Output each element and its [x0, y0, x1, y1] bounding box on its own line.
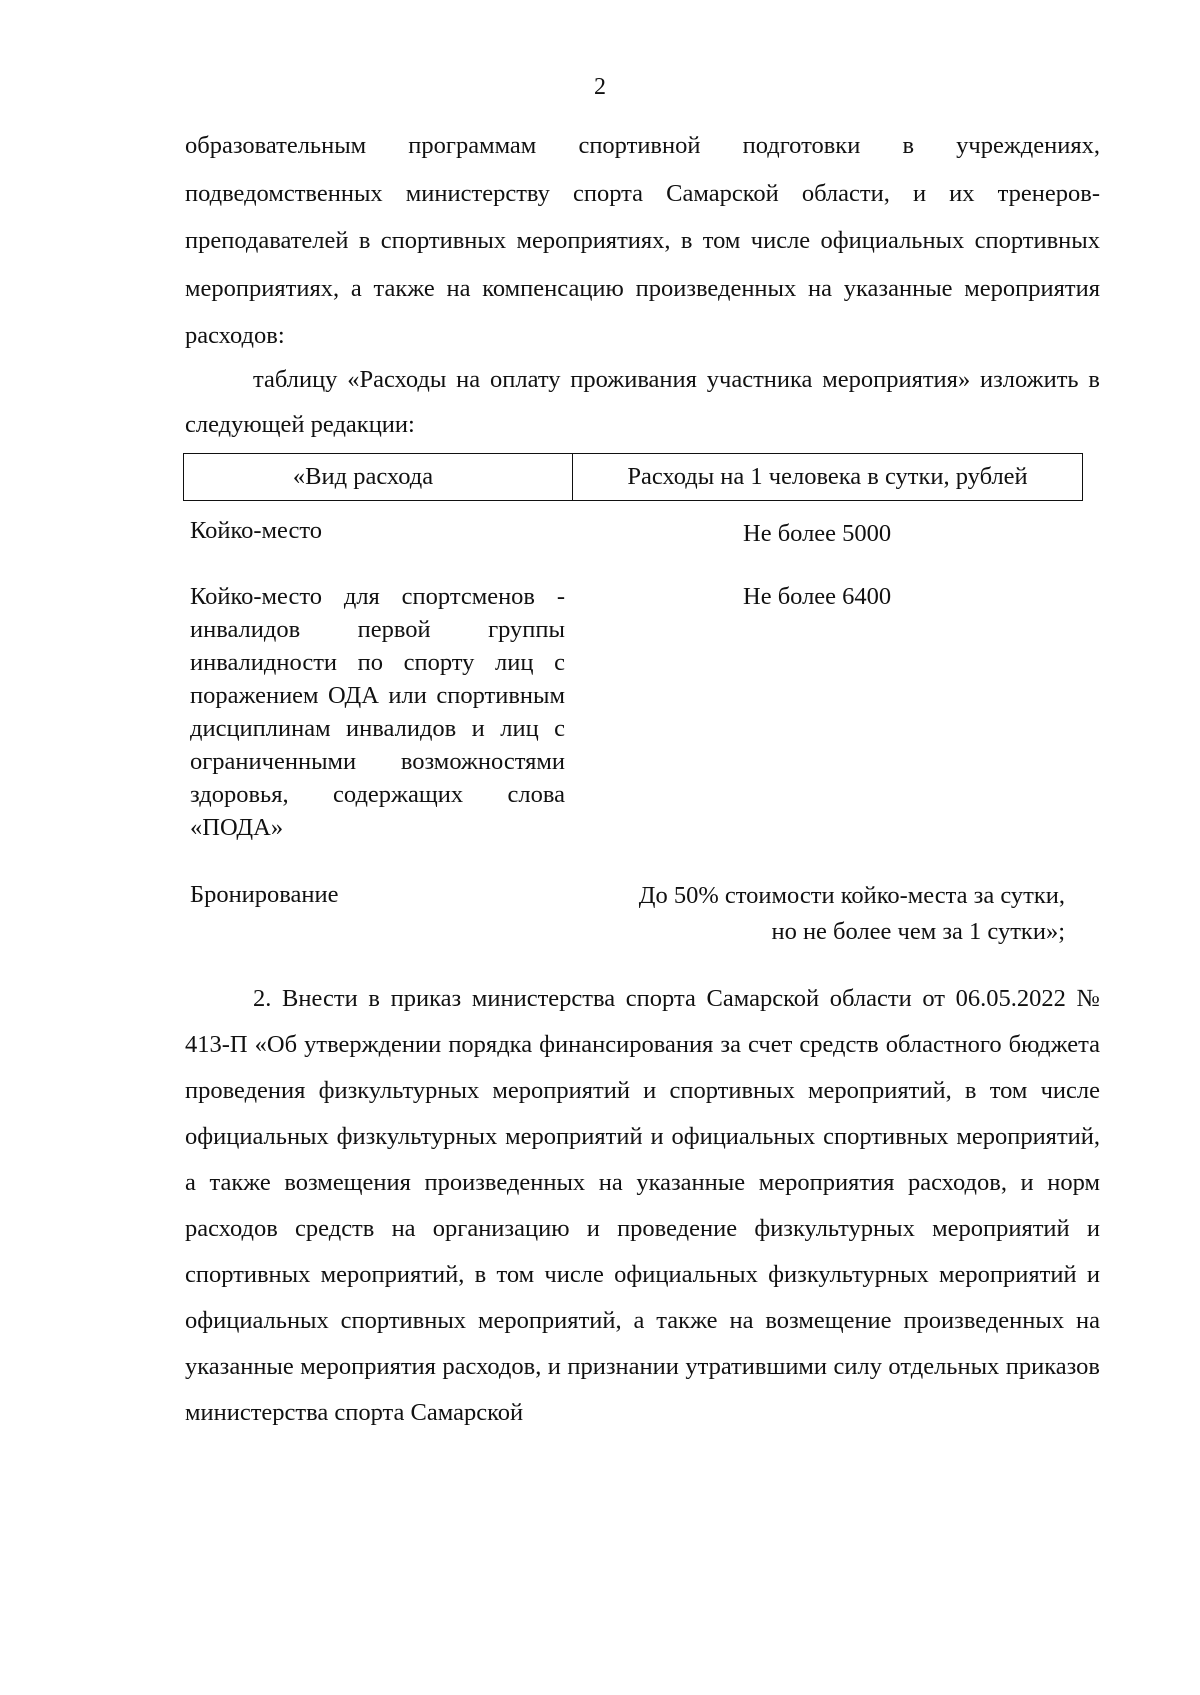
item-2-paragraph: 2. Внести в приказ министерства спорта Самарской области от 06.05.2022 № 413-П «Об утверждении порядка финансирования за счет средств областного бюджета проведения физкультурных мероприятий и спортивных мероприятий, в том числе официальных физкультурных мероприятий и официальных спортивных мероприятий, а также возмещения произведенных на указанные мероприятия расходов, и норм расходов средств на организацию и проведение физкультурных мероприятий и спортивных мероприятий, в том числе официальных физкультурных мероприятий и официальных спортивных мероприятий, а также на возмещение произведенных на указанные мероприятия расходов, и признании утратившими силу отдельных приказов министерства спорта Самарской [185, 985, 1100, 1426]
header-cost-per-person: Расходы на 1 человека в сутки, рублей [627, 463, 1028, 490]
row-3-expense-type: Бронирование [190, 881, 339, 908]
row-2-cost [743, 580, 891, 613]
row-1-cost [743, 517, 891, 550]
row-2-expense-type: Койко-место для спортсменов - инвалидов первой группы инвалидности по спорту лиц с поражением ОДА или спортивным дисциплинам инвалидов и лиц с ограниченными возможностями здоровья, содержащих слова «ПОДА» [190, 583, 565, 841]
row-1-expense-type: Койко-место [190, 517, 323, 544]
page-number: 2 [594, 74, 606, 100]
expense-table-header [183, 453, 1083, 501]
header-expense-type: «Вид расхода [184, 454, 573, 500]
intro-paragraph: образовательным программам спортивной подготовки в учреждениях, подведомственных министерству спорта Самарской области, и их тренеров-преподавателей в спортивных мероприятиях, в том числе официальных спортивных мероприятиях, а также на компенсацию произведенных на указанные мероприятия расходов: [185, 132, 1100, 349]
row-2-cost-line: Не более 6400 [743, 583, 892, 610]
row-3-cost [585, 878, 1065, 950]
table-reference-paragraph: таблицу «Расходы на оплату проживания участника мероприятия» изложить в следующей редакции: [185, 366, 1100, 438]
row-3-cost-line-2: но не более чем за 1 сутки»; [771, 918, 1065, 945]
row-3-cost-line-1: До 50% стоимости койко-места за сутки, [638, 882, 1065, 909]
row-1-cost-line: Не более 5000 [743, 520, 892, 547]
